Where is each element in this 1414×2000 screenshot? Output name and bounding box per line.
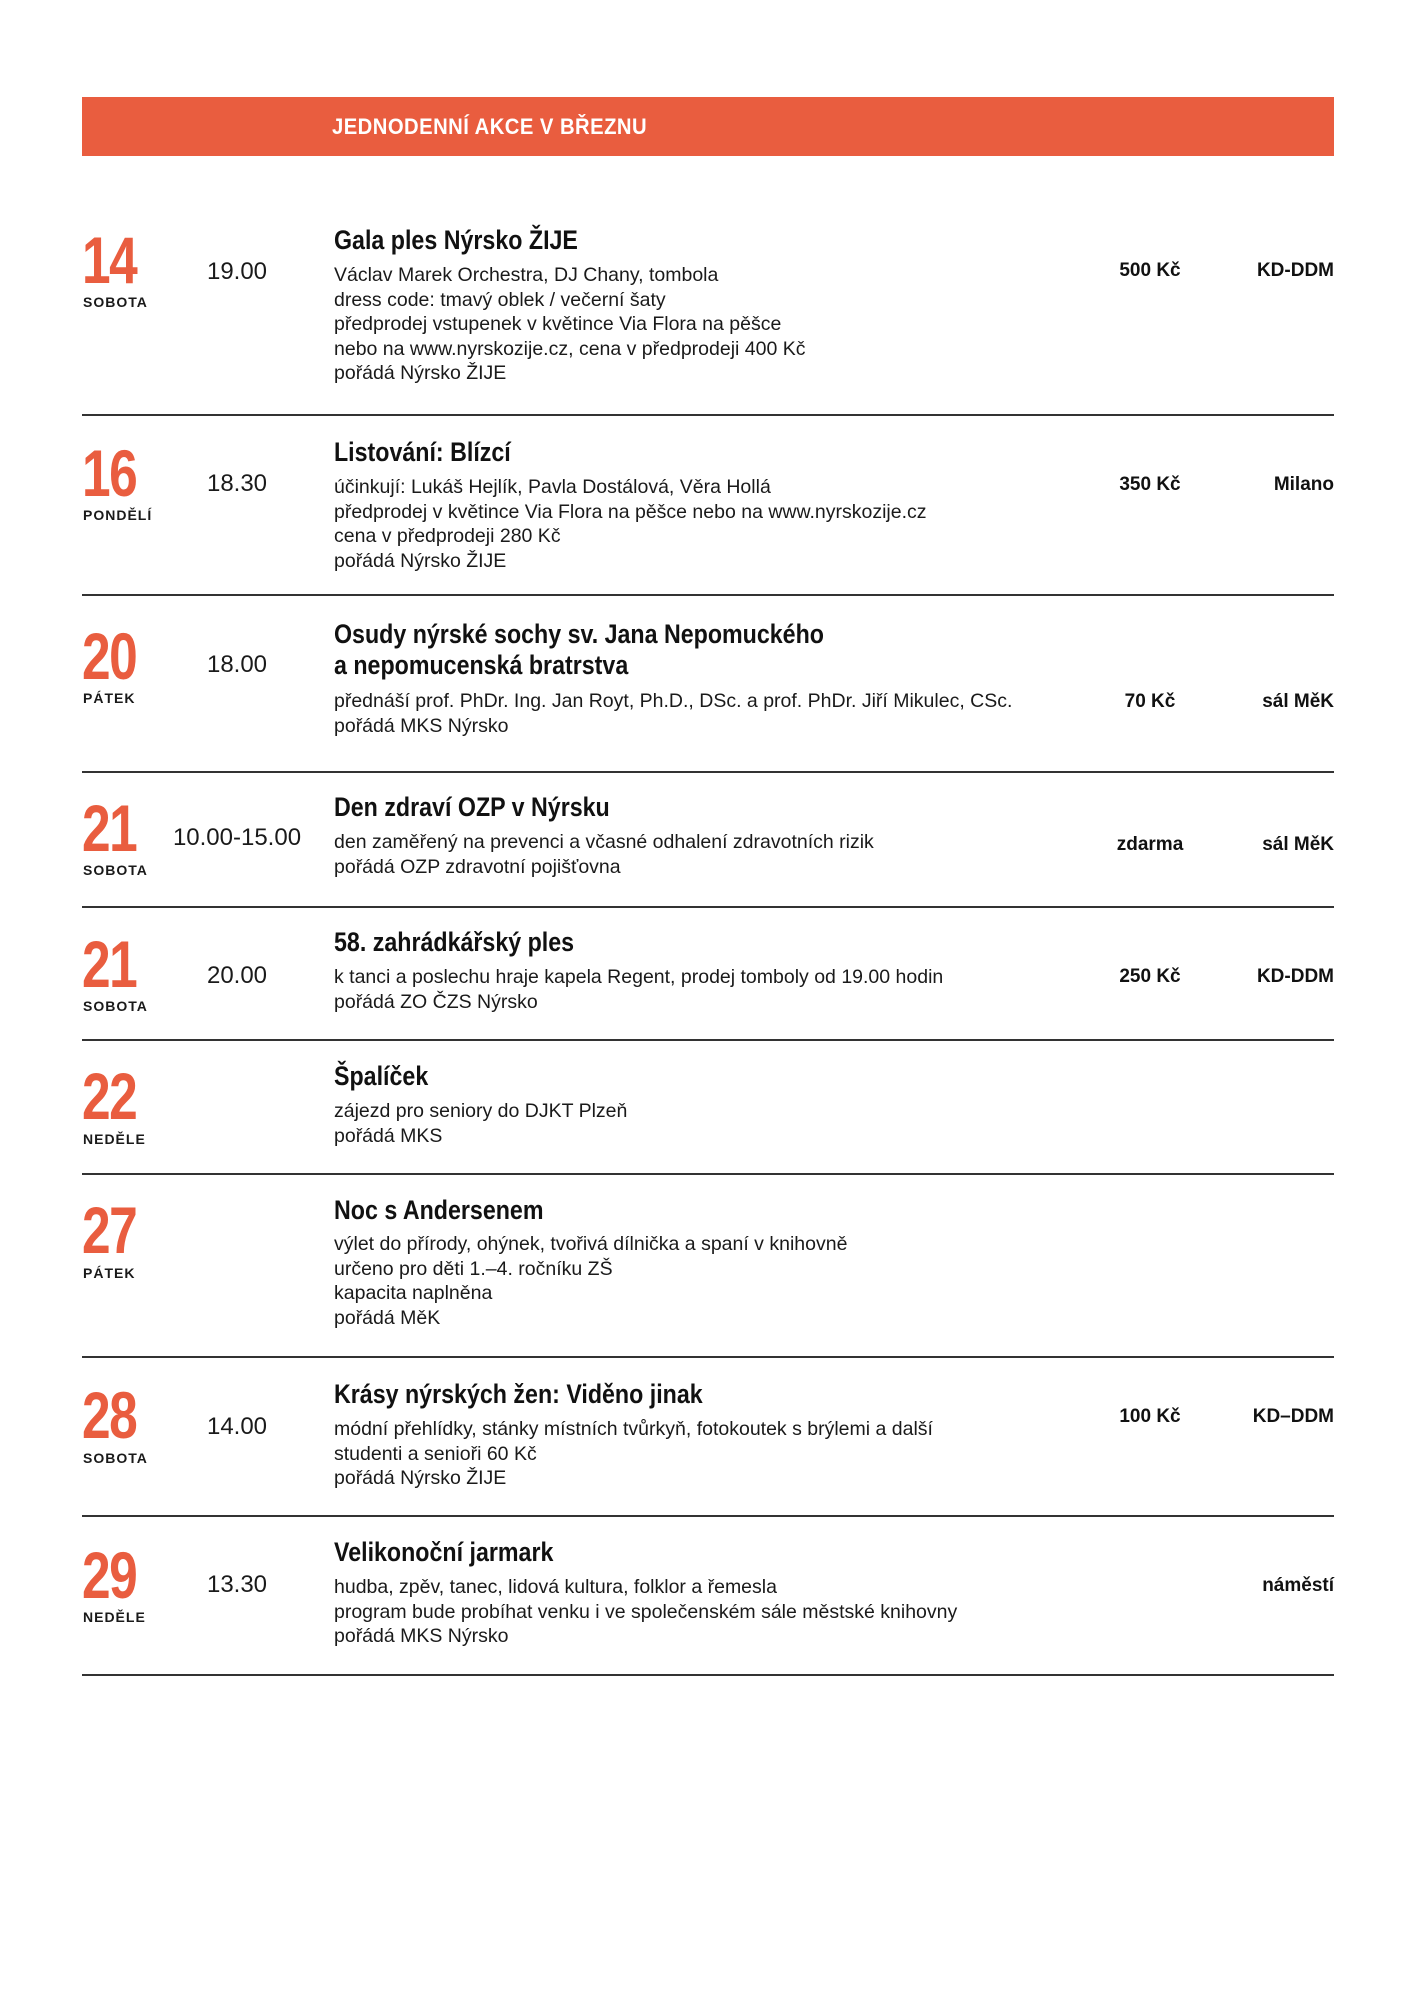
event-description-line: pořádá ZO ČZS Nýrsko bbox=[334, 990, 538, 1013]
event-venue: KD-DDM bbox=[1256, 260, 1334, 281]
event-description-line: předprodej v květince Via Flora na pěšce nebo na www.nyrskozije.cz bbox=[334, 500, 927, 523]
event-time: 10.00-15.00 bbox=[172, 824, 302, 851]
event-description-line: pořádá OZP zdravotní pojišťovna bbox=[334, 855, 621, 878]
event-description-line: účinkují: Lukáš Hejlík, Pavla Dostálová, Věra Hollá bbox=[334, 476, 771, 498]
event-day-number: 29 bbox=[82, 1538, 137, 1612]
event-description-line: pořádá MKS Nýrsko bbox=[334, 1625, 509, 1647]
event-time: 18.30 bbox=[206, 470, 268, 497]
event-row bbox=[82, 1517, 1334, 1676]
event-description-line: zájezd pro seniory do DJKT Plzeň bbox=[334, 1100, 628, 1122]
event-price: 350 Kč bbox=[1119, 474, 1181, 495]
event-description-line: pořádá Nýrsko ŽIJE bbox=[334, 362, 507, 384]
event-title: Velikonoční jarmark bbox=[334, 1537, 554, 1567]
event-description-line: nebo na www.nyrskozije.cz, cena v předprodeji 400 Kč bbox=[334, 337, 806, 360]
event-venue: Milano bbox=[1273, 474, 1334, 495]
event-title: Osudy nýrské sochy sv. Jana Nepomuckého bbox=[334, 619, 824, 649]
event-description-line: předprodej vstupenek v květince Via Flora na pěšce bbox=[334, 313, 782, 335]
event-time: 13.30 bbox=[206, 1571, 268, 1598]
event-weekday: SOBOTA bbox=[83, 294, 148, 310]
event-row bbox=[82, 596, 1334, 773]
event-title: Gala ples Nýrsko ŽIJE bbox=[334, 225, 578, 255]
event-description-line: pořádá Nýrsko ŽIJE bbox=[334, 1467, 507, 1489]
event-title: Špalíček bbox=[334, 1061, 429, 1091]
event-time: 19.00 bbox=[206, 258, 268, 285]
event-day-number: 22 bbox=[82, 1059, 137, 1133]
event-title: 58. zahrádkářský ples bbox=[334, 927, 575, 957]
event-weekday: PÁTEK bbox=[83, 1265, 136, 1281]
event-price: 500 Kč bbox=[1119, 260, 1181, 281]
event-venue: sál MěK bbox=[1262, 691, 1334, 712]
event-time: 18.00 bbox=[206, 651, 268, 678]
event-day-number: 16 bbox=[82, 436, 137, 510]
event-row bbox=[82, 1041, 1334, 1175]
event-day-number: 27 bbox=[82, 1193, 137, 1267]
event-description-line: určeno pro děti 1.–4. ročníku ZŠ bbox=[334, 1257, 613, 1280]
event-row bbox=[82, 1358, 1334, 1517]
event-description-line: pořádá Nýrsko ŽIJE bbox=[334, 549, 507, 572]
event-venue: KD-DDM bbox=[1256, 966, 1334, 987]
section-header-title: JEDNODENNÍ AKCE V BŘEZNU bbox=[332, 114, 648, 139]
event-weekday: SOBOTA bbox=[83, 862, 148, 878]
event-venue: náměstí bbox=[1262, 1575, 1334, 1596]
event-description-line: den zaměřený na prevenci a včasné odhalení zdravotních rizik bbox=[334, 831, 874, 853]
event-row bbox=[82, 773, 1334, 908]
event-description-line: dress code: tmavý oblek / večerní šaty bbox=[334, 288, 666, 311]
event-title: Krásy nýrských žen: Viděno jinak bbox=[334, 1379, 703, 1409]
event-description-line: módní přehlídky, stánky místních tvůrkyň, fotokoutek s brýlemi a další bbox=[334, 1418, 933, 1440]
event-description-line: cena v předprodeji 280 Kč bbox=[334, 525, 561, 547]
event-day-number: 14 bbox=[82, 223, 137, 297]
event-description-line: přednáší prof. PhDr. Ing. Jan Royt, Ph.D., DSc. a prof. PhDr. Jiří Mikulec, CSc. bbox=[334, 690, 1013, 712]
event-price: 250 Kč bbox=[1119, 966, 1181, 987]
section-header-bar bbox=[82, 97, 1334, 156]
event-time: 20.00 bbox=[206, 962, 268, 989]
event-day-number: 21 bbox=[82, 791, 137, 865]
event-description-line: k tanci a poslechu hraje kapela Regent, prodej tomboly od 19.00 hodin bbox=[334, 966, 944, 988]
event-row bbox=[82, 416, 1334, 596]
event-price: 70 Kč bbox=[1124, 691, 1176, 712]
event-description-line: pořádá MKS bbox=[334, 1124, 443, 1147]
event-price: zdarma bbox=[1116, 834, 1184, 855]
event-venue: sál MěK bbox=[1262, 834, 1334, 855]
event-description-line: kapacita naplněna bbox=[334, 1282, 493, 1304]
event-weekday: NEDĚLE bbox=[83, 1609, 146, 1625]
event-day-number: 20 bbox=[82, 619, 137, 693]
event-description-line: hudba, zpěv, tanec, lidová kultura, folklor a řemesla bbox=[334, 1576, 777, 1598]
event-description-line: Václav Marek Orchestra, DJ Chany, tombola bbox=[334, 264, 719, 286]
event-time: 14.00 bbox=[206, 1413, 268, 1440]
event-description-line: studenti a senioři 60 Kč bbox=[334, 1442, 537, 1465]
event-title-line-2: a nepomucenská bratrstva bbox=[334, 650, 629, 680]
event-description-line: pořádá MěK bbox=[334, 1306, 441, 1329]
event-title: Den zdraví OZP v Nýrsku bbox=[334, 792, 610, 822]
event-description-line: program bude probíhat venku i ve společenském sále městské knihovny bbox=[334, 1600, 958, 1623]
event-venue: KD–DDM bbox=[1252, 1406, 1334, 1427]
event-row bbox=[82, 908, 1334, 1041]
event-row bbox=[82, 1175, 1334, 1358]
event-day-number: 28 bbox=[82, 1378, 137, 1452]
event-day-number: 21 bbox=[82, 927, 137, 1001]
event-weekday: NEDĚLE bbox=[83, 1131, 146, 1147]
event-title: Noc s Andersenem bbox=[334, 1195, 544, 1225]
event-weekday: PÁTEK bbox=[83, 690, 136, 706]
event-title: Listování: Blízcí bbox=[334, 437, 511, 467]
event-price: 100 Kč bbox=[1119, 1406, 1181, 1427]
event-row bbox=[82, 216, 1334, 416]
event-description-line: výlet do přírody, ohýnek, tvořivá dílnička a spaní v knihovně bbox=[334, 1233, 848, 1255]
event-description-line: pořádá MKS Nýrsko bbox=[334, 714, 509, 737]
event-weekday: SOBOTA bbox=[83, 1450, 148, 1466]
row-divider bbox=[82, 1674, 1334, 1676]
event-weekday: PONDĚLÍ bbox=[83, 507, 153, 523]
event-weekday: SOBOTA bbox=[83, 998, 148, 1014]
